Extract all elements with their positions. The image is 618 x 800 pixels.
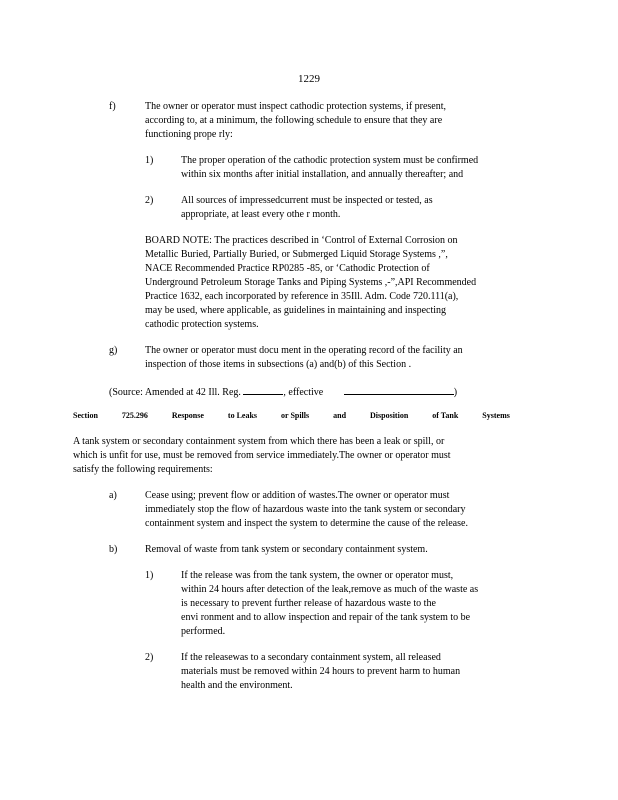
- intro-line-2: which is unfit for use, must be removed from service immediately.The owner or operator must: [73, 450, 451, 461]
- section-heading-word-3: Response: [171, 411, 204, 420]
- item-b-sub2-line-2: materials must be removed within 24 hours to prevent harm to human: [181, 666, 461, 677]
- item-f-sub1-marker: 1): [145, 155, 154, 166]
- board-note-line-3: NACE Recommended Practice RP0285 -85, or ‘Cathodic Protection of: [145, 263, 430, 274]
- item-g-line-2: inspection of those items in subsections (a) and(b) of this Section .: [145, 359, 412, 370]
- item-f-sub2-line-2: appropriate, at least every othe r month.: [181, 209, 341, 220]
- section-heading-word-5: or Spills: [281, 411, 310, 420]
- item-g-line-1: The owner or operator must docu ment in the operating record of the facility an: [145, 345, 463, 356]
- item-f-line-1: The owner or operator must inspect cathodic protection systems, if present,: [145, 101, 447, 112]
- board-note-line-2: Metallic Buried, Partially Buried, or Submerged Liquid Storage Systems ,”,: [145, 249, 448, 260]
- item-a-line-3: containment system and inspect the system to determine the cause of the release.: [145, 518, 468, 529]
- item-b-sub2-line-1: If the releasewas to a secondary containment system, all released: [181, 652, 441, 663]
- section-heading-word-4: to Leaks: [227, 411, 258, 420]
- item-b-sub1-line-1: If the release was from the tank system, the owner or operator must,: [181, 570, 454, 581]
- page-number: 1229: [298, 73, 320, 85]
- item-b-marker: b): [109, 544, 118, 555]
- item-a-line-1: Cease using; prevent flow or addition of wastes.The owner or operator must: [145, 490, 450, 501]
- item-f-line-2: according to, at a minimum, the following schedule to ensure that they are: [145, 115, 443, 126]
- section-heading-word-2: 725.296: [121, 411, 148, 420]
- board-note-line-7: cathodic protection systems.: [145, 319, 259, 330]
- section-heading-word-1: Section: [73, 411, 98, 420]
- board-note-line-6: may be used, where applicable, as guidelines in maintaining and inspecting: [145, 305, 447, 316]
- board-note-line-1: BOARD NOTE: The practices described in ‘Control of External Corrosion on: [145, 235, 458, 246]
- source-suffix: ): [453, 387, 458, 398]
- source-blank-register: [243, 385, 283, 395]
- board-note-line-5: Practice 1632, each incorporated by reference in 35Ill. Adm. Code 720.111(a),: [145, 291, 459, 302]
- item-f-line-3: functioning prope rly:: [145, 129, 233, 140]
- board-note-line-4: Underground Petroleum Storage Tanks and Piping Systems ,-”,API Recommended: [145, 277, 477, 288]
- item-b-sub1-line-5: performed.: [181, 626, 226, 637]
- item-f-sub2-marker: 2): [145, 195, 154, 206]
- item-f-sub1-line-1: The proper operation of the cathodic protection system must be confirmed: [181, 155, 479, 166]
- item-b-sub1-line-2: within 24 hours after detection of the leak,remove as much of the waste as: [181, 584, 479, 595]
- section-heading-word-8: of Tank: [432, 411, 459, 420]
- item-b-sub2-marker: 2): [145, 652, 154, 663]
- item-b-sub2-line-3: health and the environment.: [181, 680, 293, 691]
- source-prefix: (Source: Amended at 42 Ill. Reg.: [109, 387, 241, 398]
- item-f-sub1-line-2: within six months after initial installation, and annually thereafter; and: [181, 169, 464, 180]
- section-heading: [73, 411, 532, 420]
- section-heading-word-6: and: [333, 411, 347, 420]
- item-b-sub1-marker: 1): [145, 570, 154, 581]
- source-note: [109, 385, 457, 399]
- item-b-sub1-line-4: envi ronment and to allow inspection and repair of the tank system to be: [181, 612, 471, 623]
- source-mid: , effective: [283, 387, 324, 398]
- item-f-sub2-line-1: All sources of impressedcurrent must be inspected or tested, as: [181, 195, 433, 206]
- intro-line-1: A tank system or secondary containment system from which there has been a leak or spill, or: [73, 436, 445, 447]
- section-heading-word-7: Disposition: [370, 411, 409, 420]
- item-a-marker: a): [109, 490, 117, 501]
- intro-line-3: satisfy the following requirements:: [73, 464, 213, 475]
- item-f-marker: f): [109, 101, 116, 112]
- item-b-sub1-line-3: is necessary to prevent further release of hazardous waste to the: [181, 598, 436, 609]
- source-blank-effective: [344, 385, 454, 395]
- section-heading-word-9: Systems: [482, 411, 510, 420]
- item-g-marker: g): [109, 345, 118, 356]
- item-a-line-2: immediately stop the flow of hazardous waste into the tank system or secondary: [145, 504, 466, 515]
- item-b-line-1: Removal of waste from tank system or secondary containment system.: [145, 544, 428, 555]
